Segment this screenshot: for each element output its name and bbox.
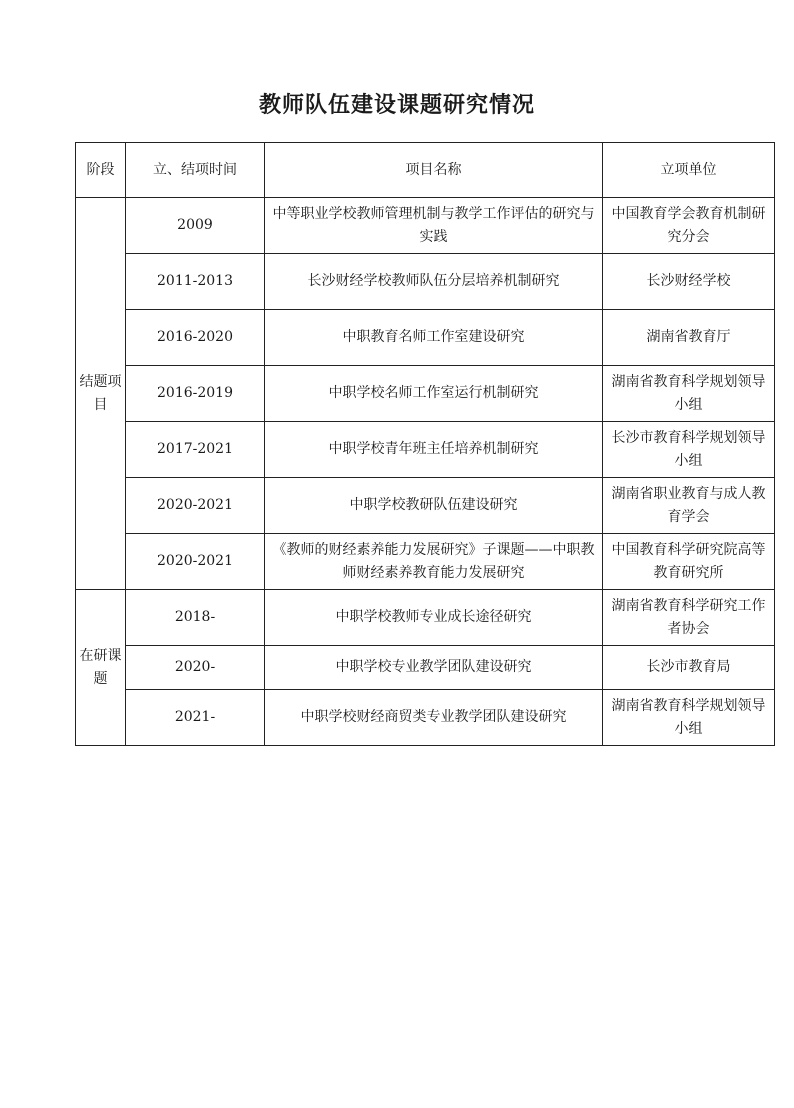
unit-cell: 长沙市教育局 [603, 646, 775, 690]
time-cell: 2020-2021 [126, 534, 265, 590]
unit-cell: 中国教育科学研究院高等教育研究所 [603, 534, 775, 590]
project-name-cell: 中职学校专业教学团队建设研究 [265, 646, 603, 690]
unit-cell: 中国教育学会教育机制研究分会 [603, 198, 775, 254]
project-name-cell: 中职学校青年班主任培养机制研究 [265, 422, 603, 478]
project-name-cell: 《教师的财经素养能力发展研究》子课题——中职教师财经素养教育能力发展研究 [265, 534, 603, 590]
time-cell: 2017-2021 [126, 422, 265, 478]
unit-cell: 长沙市教育科学规划领导小组 [603, 422, 775, 478]
table-row [76, 534, 775, 590]
project-name-cell: 中职学校教研队伍建设研究 [265, 478, 603, 534]
time-cell: 2016-2020 [126, 310, 265, 366]
time-cell: 2018- [126, 590, 265, 646]
unit-cell: 湖南省职业教育与成人教育学会 [603, 478, 775, 534]
project-name-cell: 中职学校教师专业成长途径研究 [265, 590, 603, 646]
table-header-row [76, 143, 775, 198]
category-completed: 结题项目 [76, 198, 126, 590]
project-name-cell: 中职学校名师工作室运行机制研究 [265, 366, 603, 422]
category-ongoing: 在研课题 [76, 590, 126, 746]
page-title: 教师队伍建设课题研究情况 [258, 93, 535, 118]
header-time: 立、结项时间 [126, 143, 265, 198]
unit-cell: 长沙财经学校 [603, 254, 775, 310]
project-name-cell: 中职教育名师工作室建设研究 [265, 310, 603, 366]
unit-cell: 湖南省教育科学规划领导小组 [603, 366, 775, 422]
time-cell: 2020- [126, 646, 265, 690]
header-unit: 立项单位 [603, 143, 775, 198]
header-stage: 阶段 [76, 143, 126, 198]
table-row [76, 690, 775, 746]
research-table [75, 142, 775, 746]
table-row [76, 590, 775, 646]
time-cell: 2021- [126, 690, 265, 746]
time-cell: 2011-2013 [126, 254, 265, 310]
table-row [76, 254, 775, 310]
unit-cell: 湖南省教育科学研究工作者协会 [603, 590, 775, 646]
project-name-cell: 长沙财经学校教师队伍分层培养机制研究 [265, 254, 603, 310]
table-row [76, 422, 775, 478]
table-row [76, 310, 775, 366]
table-row [76, 366, 775, 422]
time-cell: 2009 [126, 198, 265, 254]
unit-cell: 湖南省教育科学规划领导小组 [603, 690, 775, 746]
header-project-name: 项目名称 [265, 143, 603, 198]
time-cell: 2016-2019 [126, 366, 265, 422]
unit-cell: 湖南省教育厅 [603, 310, 775, 366]
project-name-cell: 中职学校财经商贸类专业教学团队建设研究 [265, 690, 603, 746]
project-name-cell: 中等职业学校教师管理机制与教学工作评估的研究与实践 [265, 198, 603, 254]
table-row [76, 646, 775, 690]
table-row [76, 198, 775, 254]
table-row [76, 478, 775, 534]
time-cell: 2020-2021 [126, 478, 265, 534]
